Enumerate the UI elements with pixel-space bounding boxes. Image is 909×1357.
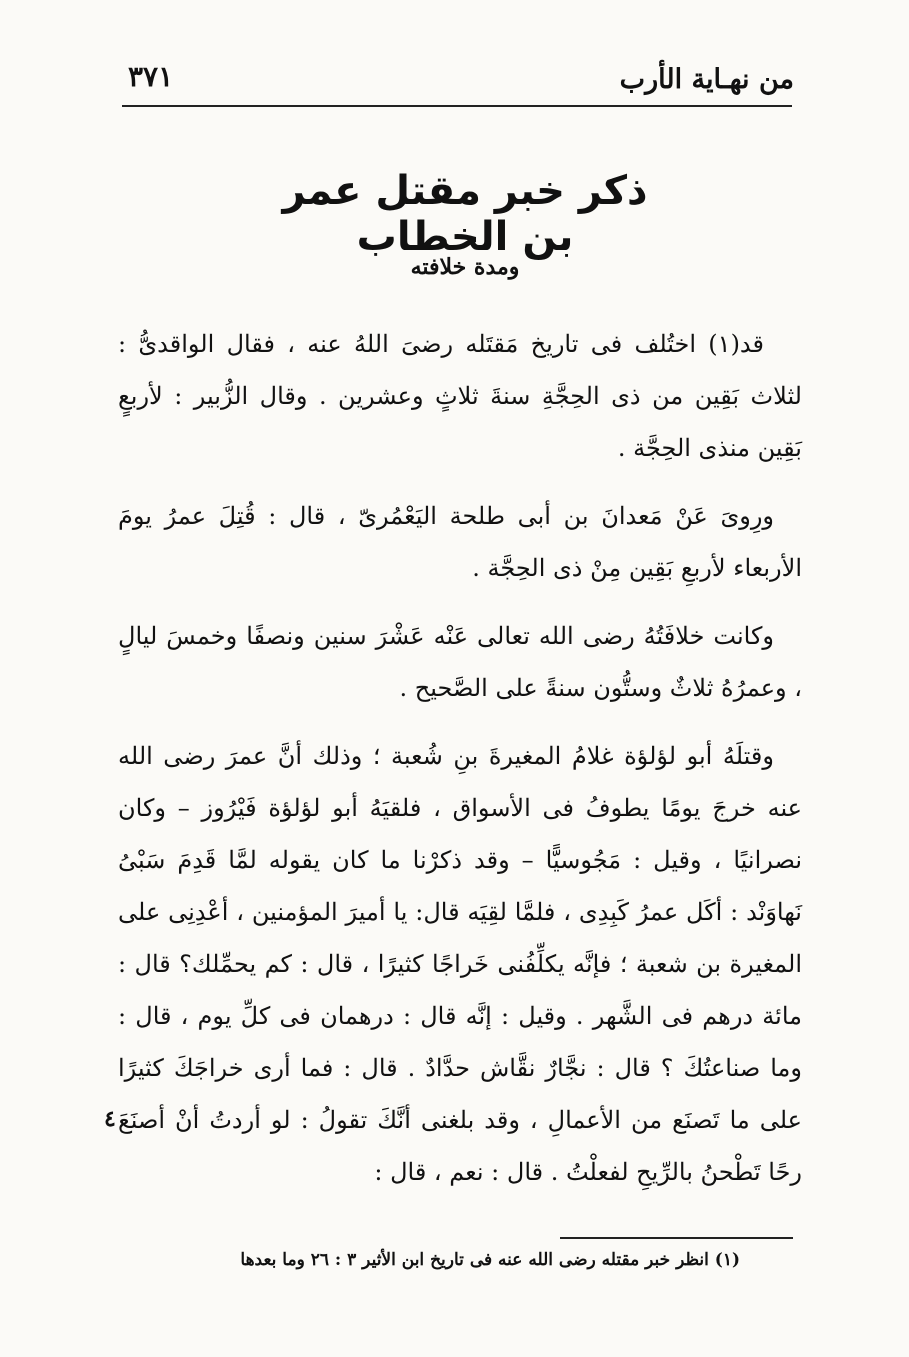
- page-number: ٣٧١: [128, 60, 174, 93]
- page-header: [122, 58, 794, 108]
- paragraph-4: وقتلَهُ أبو لؤلؤة غلامُ المغيرةَ بنِ شُعبة ؛ وذلك أنَّ عمرَ رضى الله عنه خرجَ يومًا يطوفُ فى الأسواق ، فلقيَهُ أبو لؤلؤة فَيْرُوز – وكان نصرانيًا ، وقيل : مَجُوسيًّا – وقد ذكرْنا ما كان يقوله لمَّا قَدِمَ سَبْىُ نَهاوَنْد : أكَل عمرُ كَبِدِى ، فلمَّا لقِيَه قال: يا أميرَ المؤمنين ، أعْدِنِى على المغيرة بن شعبة ؛ فإنَّه يكلِّفُنى خَراجًا كثيرًا ، قال : كم يحمِّلك؟ قال : مائة درهم فى الشَّهر . وقيل : إنَّه قال : درهمان فى كلِّ يوم ، قال : وما صناعتُكَ ؟ قال : نجَّارٌ نقَّاش حدَّادٌ . قال : فما أرى خراجَكَ كثيرًا على ما تَصنَع من الأعمالِ ، وقد بلغنى أنَّكَ تقولُ : لو أردتُ أنْ أصنَعَ رحًا تَطْحنُ بالرِّيحِ لفعلْتُ . قال : نعم ، قال :: [118, 742, 802, 1186]
- chapter-subtitle: ومدة خلافته: [410, 254, 520, 280]
- footnote: (١) انظر خبر مقتله رضى الله عنه فى تاريخ ابن الأثير ٣ : ٢٦ وما بعدها: [240, 1250, 740, 1270]
- chapter-title: ذكر خبر مقتل عمر بن الخطاب: [282, 168, 648, 260]
- header-rule: [122, 105, 792, 107]
- running-title: من نهـاية الأرب: [619, 64, 794, 95]
- paragraph-3: وكانت خلافَتُهُ رضى الله تعالى عَنْه عَشْرَ سنين ونصفًا وخمسَ ليالٍ ، وعمرُهُ ثلاثٌ وستُّون سنةً على الصَّحيح .: [118, 622, 802, 702]
- margin-mark: ٤: [104, 1106, 116, 1132]
- paragraph-1: قد(١) اختُلف فى تاريخ مَقتَله رضىَ اللهُ عنه ، فقال الواقدىُّ : لثلاث بَقِين من ذى الحِجَّةِ سنةَ ثلاثٍ وعشرين . وقال الزُّبير : لأربعٍ بَقِين منذى الحِجَّة .: [118, 330, 802, 462]
- body-text: [118, 318, 802, 1214]
- footnote-rule: [560, 1237, 793, 1239]
- paragraph-2: ورِوىَ عَنْ مَعدانَ بن أبى طلحة اليَعْمُرىّ ، قال : قُتِلَ عمرُ يومَ الأربعاء لأربعِ بَقِين مِنْ ذى الحِجَّة .: [118, 502, 802, 582]
